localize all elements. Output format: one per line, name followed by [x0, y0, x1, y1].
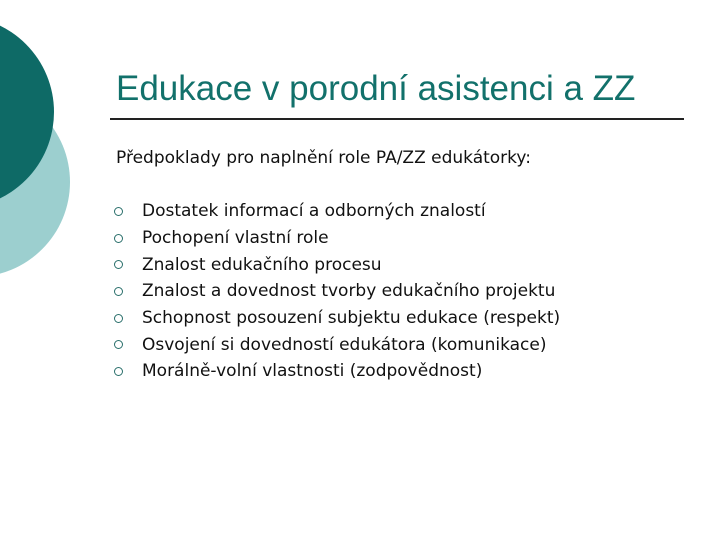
list-item — [114, 278, 560, 305]
list-item-text: Znalost edukačního procesu — [142, 254, 382, 275]
list-item-text: Pochopení vlastní role — [142, 228, 329, 249]
list-item-text: Dostatek informací a odborných znalostí — [142, 201, 486, 222]
decorative-circles — [0, 0, 80, 290]
title-divider — [110, 118, 684, 120]
list-item — [114, 358, 560, 385]
bullet-list — [114, 198, 560, 385]
list-item-text: Osvojení si dovedností edukátora (komunikace) — [142, 334, 547, 355]
list-item — [114, 225, 560, 252]
list-item — [114, 251, 560, 278]
hollow-circle-icon — [114, 314, 123, 323]
list-item — [114, 305, 560, 332]
hollow-circle-icon — [114, 260, 123, 269]
hollow-circle-icon — [114, 234, 123, 243]
hollow-circle-icon — [114, 287, 123, 296]
list-item — [114, 331, 560, 358]
intro-text: Předpoklady pro naplnění role PA/ZZ edukátorky: — [116, 148, 531, 168]
hollow-circle-icon — [114, 340, 123, 349]
list-item-text: Morálně-volní vlastnosti (zodpovědnost) — [142, 361, 483, 382]
list-item-text: Znalost a dovednost tvorby edukačního projektu — [142, 281, 556, 302]
slide-title: Edukace v porodní asistenci a ZZ — [116, 69, 636, 108]
hollow-circle-icon — [114, 367, 123, 376]
hollow-circle-icon — [114, 207, 123, 216]
list-item-text: Schopnost posouzení subjektu edukace (respekt) — [142, 308, 561, 329]
list-item — [114, 198, 560, 225]
